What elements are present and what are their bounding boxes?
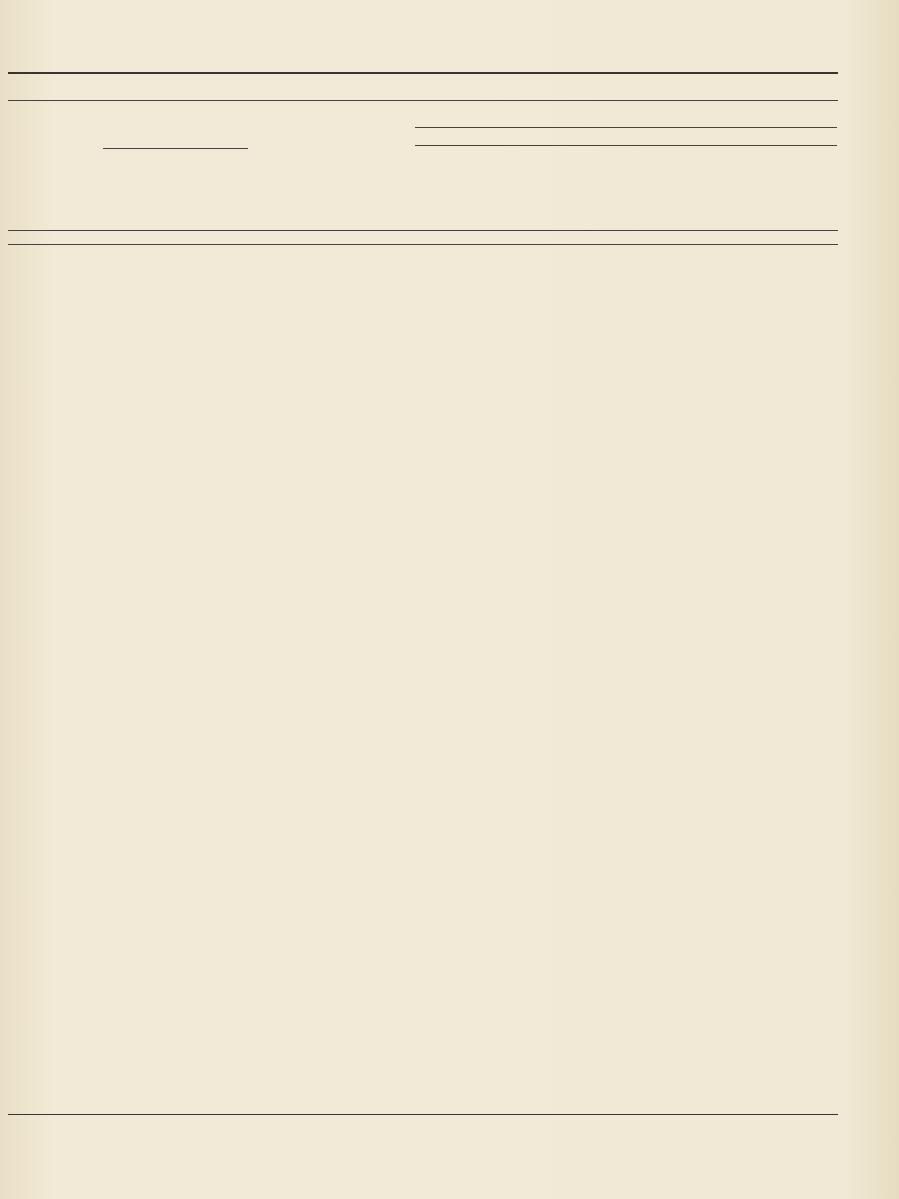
rule-large-sub2: [582, 145, 837, 146]
banner-right: [292, 80, 832, 106]
rule-colnums: [8, 244, 838, 245]
rule-work-sub: [415, 127, 583, 128]
rule-work-sub2: [415, 145, 583, 146]
table-frame: [8, 72, 838, 1115]
banner-left: [12, 80, 242, 106]
rule-labor-sub: [103, 148, 248, 149]
rule-large-sub: [582, 127, 837, 128]
rule-header-bottom: [8, 230, 838, 231]
rule-banner: [8, 100, 838, 101]
